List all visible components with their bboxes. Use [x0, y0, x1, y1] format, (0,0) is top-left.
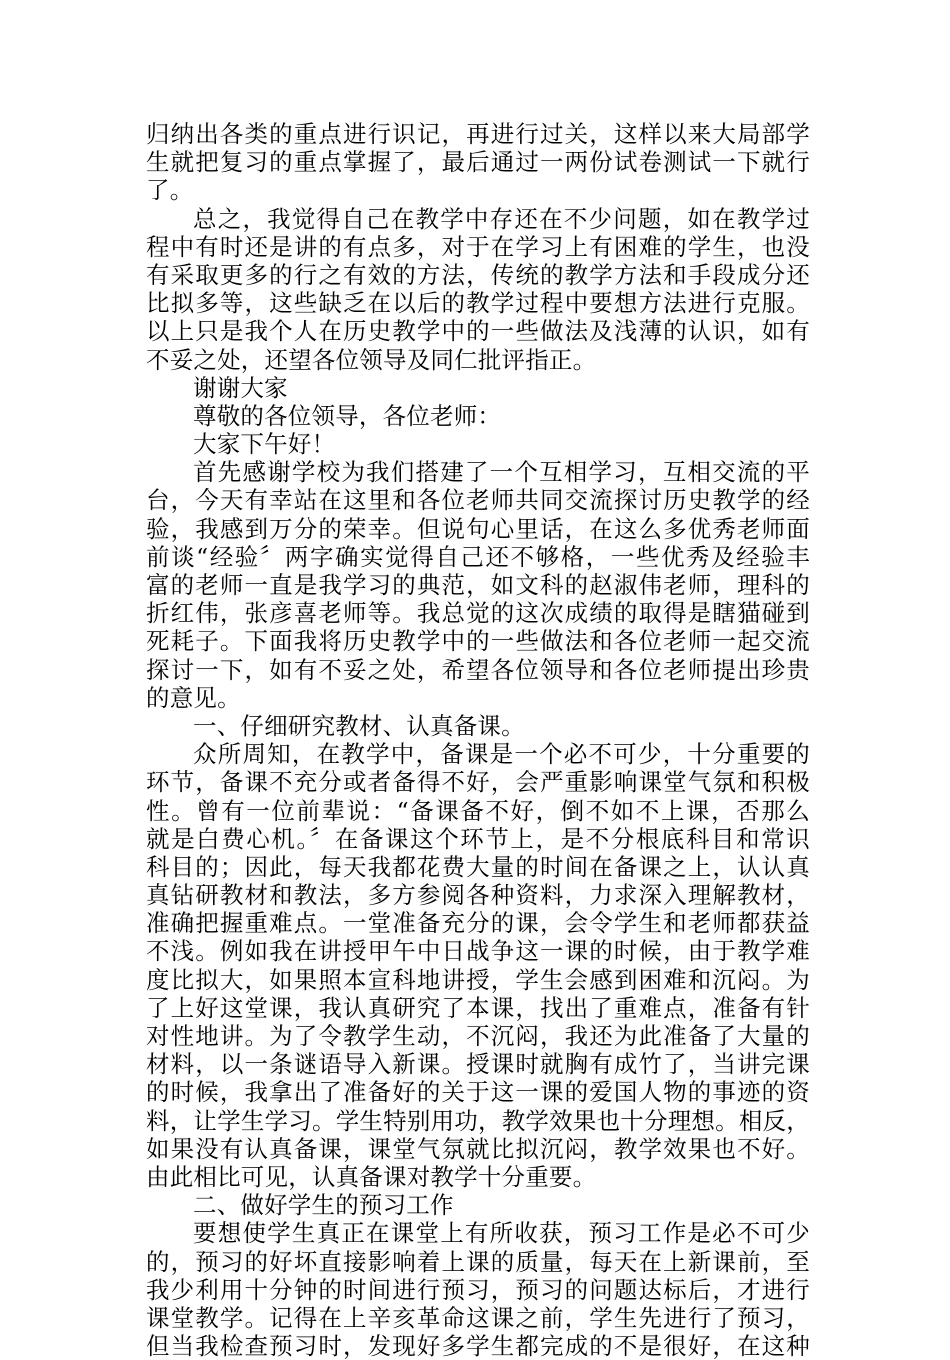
text-line: 由此相比可见，认真备课对教学十分重要。 — [146, 1162, 597, 1191]
text-line: 二、做好学生的预习工作 — [193, 1191, 454, 1220]
text-line: 有采取更多的行之有效的方法，传统的教学方法和手段成分还 — [146, 260, 810, 289]
paragraph — [146, 205, 810, 374]
text-line: 死耗子。下面我将历史教学中的一些做法和各位老师一起交流 — [146, 627, 810, 656]
text-line: 科目的；因此，每天我都花费大量的时间在备课之上，认认真 — [146, 852, 810, 881]
text-line: 了上好这堂课，我认真研究了本课，找出了重难点，准备有针 — [146, 993, 810, 1022]
text-line: 总之，我觉得自己在教学中存还在不少问题，如在教学过 — [193, 204, 810, 233]
paragraph — [146, 430, 810, 458]
text-line: 探讨一下，如有不妥之处，希望各位领导和各位老师提出珍贵 — [146, 655, 810, 684]
text-line: 以上只是我个人在历史教学中的一些做法及浅薄的认识，如有 — [146, 317, 810, 346]
text-line: 不妥之处，还望各位领导及同仁批评指正。 — [146, 345, 597, 374]
text-line: 但当我检查预习时，发现好多学生都完成的不是很好，在这种 — [146, 1332, 810, 1360]
paragraph — [146, 458, 810, 712]
text-line: 就是白费心机。〞在备课这个环节上，是不分根底科目和常识 — [146, 824, 810, 853]
text-line: 材料，以一条谜语导入新课。授课时就胸有成竹了，当讲完课 — [146, 1050, 810, 1079]
paragraph — [146, 120, 810, 205]
paragraph — [146, 740, 810, 1191]
text-line: 大家下午好！ — [193, 430, 336, 459]
text-line: 了。 — [146, 176, 194, 205]
text-line: 验，我感到万分的荣幸。但说句心里话，在这么多优秀老师面 — [146, 514, 810, 543]
text-line: 课堂教学。记得在上辛亥革命这课之前，学生先进行了预习， — [146, 1303, 810, 1332]
text-line: 不浅。例如我在讲授甲午中日战争这一课的时候，由于教学难 — [146, 937, 810, 966]
text-line: 尊敬的各位领导，各位老师： — [193, 401, 502, 430]
text-line: 台，今天有幸站在这里和各位老师共同交流探讨历史教学的经 — [146, 486, 810, 515]
text-line: 一、仔细研究教材、认真备课。 — [193, 711, 525, 740]
text-line: 众所周知，在教学中，备课是一个必不可少，十分重要的 — [193, 740, 810, 769]
text-line: 对性地讲。为了令教学生动，不沉闷，我还为此准备了大量的 — [146, 1022, 810, 1050]
text-line: 如果没有认真备课，课堂气氛就比拟沉闷，教学效果也不好。 — [146, 1134, 810, 1163]
paragraph — [146, 1191, 810, 1219]
paragraph — [146, 1219, 810, 1360]
text-line: 生就把复习的重点掌握了，最后通过一两份试卷测试一下就行 — [146, 148, 810, 177]
text-line: 折红伟，张彦喜老师等。我总觉的这次成绩的取得是瞎猫碰到 — [146, 599, 810, 628]
text-line: 比拟多等，这些缺乏在以后的教学过程中要想方法进行克服。 — [146, 289, 810, 318]
text-line: 的意见。 — [146, 683, 241, 712]
text-line: 要想使学生真正在课堂上有所收获，预习工作是必不可少 — [193, 1219, 810, 1248]
text-line: 环节，备课不充分或者备得不好，会严重影响课堂气氛和积极 — [146, 768, 810, 797]
text-line: 归纳出各类的重点进行识记，再进行过关，这样以来大局部学 — [146, 120, 810, 148]
text-line: 富的老师一直是我学习的典范，如文科的赵淑伟老师，理科的 — [146, 571, 810, 599]
text-line: 料，让学生学习。学生特别用功，教学效果也十分理想。相反， — [146, 1106, 810, 1135]
document-page — [146, 120, 810, 1360]
text-line: 的时候，我拿出了准备好的关于这一课的爱国人物的事迹的资 — [146, 1078, 810, 1107]
text-line: 前谈“经验〞两字确实觉得自己还不够格，一些优秀及经验丰 — [146, 542, 810, 571]
text-line: 程中有时还是讲的有点多，对于在学习上有困难的学生，也没 — [146, 232, 810, 261]
text-line: 准确把握重难点。一堂准备充分的课，会令学生和老师都获益 — [146, 909, 810, 938]
paragraph — [146, 712, 810, 740]
text-line: 性。曾有一位前辈说：“备课备不好，倒不如不上课，否那么 — [146, 796, 810, 825]
text-line: 真钻研教材和教法，多方参阅各种资料，力求深入理解教材， — [146, 881, 810, 910]
paragraph — [146, 374, 810, 402]
text-line: 谢谢大家 — [193, 373, 288, 402]
text-line: 首先感谢学校为我们搭建了一个互相学习，互相交流的平 — [193, 458, 810, 487]
paragraph — [146, 402, 810, 430]
text-line: 度比拟大，如果照本宣科地讲授，学生会感到困难和沉闷。为 — [146, 965, 810, 994]
text-line: 我少利用十分钟的时间进行预习，预习的问题达标后，才进行 — [146, 1275, 810, 1304]
text-line: 的，预习的好坏直接影响着上课的质量，每天在上新课前，至 — [146, 1247, 810, 1276]
